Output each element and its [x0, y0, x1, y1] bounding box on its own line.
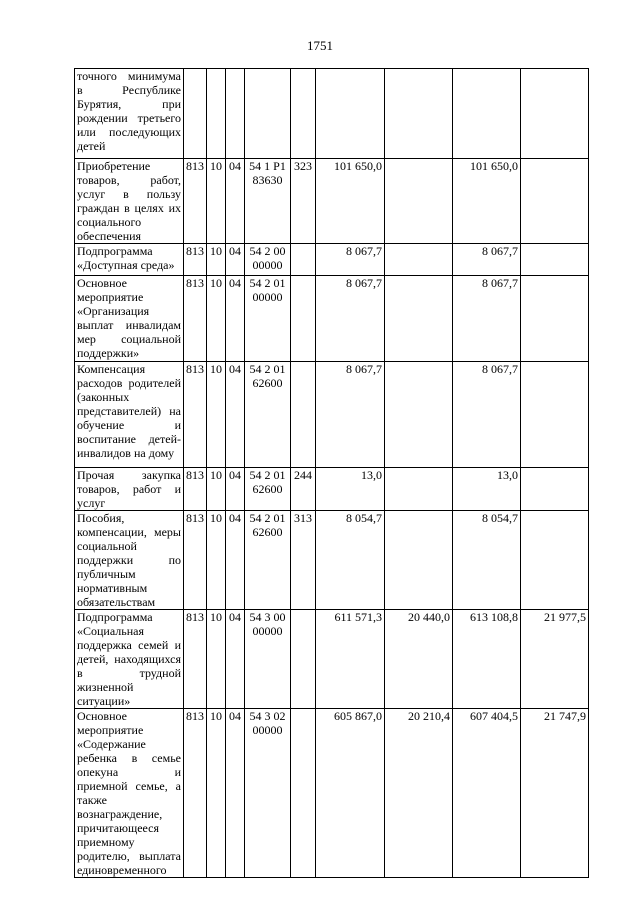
subsection-code: 04 — [226, 362, 245, 468]
budget-table — [74, 68, 589, 878]
amount-change — [385, 159, 453, 244]
row-name: Прочая закупка товаров, работ и услуг — [75, 468, 184, 511]
ved-code: 813 — [184, 610, 207, 709]
table-row — [75, 610, 589, 709]
amount-2 — [453, 69, 521, 159]
amount-1: 8 067,7 — [316, 276, 385, 362]
ved-code: 813 — [184, 362, 207, 468]
expense-type-code — [291, 276, 316, 362]
subsection-code: 04 — [226, 244, 245, 276]
section-code — [207, 69, 226, 159]
row-name: Основное мероприятие «Организация выплат инвалидам мер социальной поддержки» — [75, 276, 184, 362]
ved-code: 813 — [184, 468, 207, 511]
amount-change-2 — [521, 276, 589, 362]
amount-1: 8 067,7 — [316, 244, 385, 276]
row-name: точного минимума в Республике Бурятия, при рождении третьего или последующих детей — [75, 69, 184, 159]
section-code: 10 — [207, 276, 226, 362]
section-code: 10 — [207, 610, 226, 709]
amount-1: 611 571,3 — [316, 610, 385, 709]
subsection-code: 04 — [226, 511, 245, 610]
amount-change-2: 21 747,9 — [521, 709, 589, 878]
ved-code: 813 — [184, 276, 207, 362]
amount-change — [385, 362, 453, 468]
subsection-code: 04 — [226, 709, 245, 878]
expense-type-code — [291, 69, 316, 159]
amount-2: 8 054,7 — [453, 511, 521, 610]
expense-type-code — [291, 709, 316, 878]
ved-code: 813 — [184, 244, 207, 276]
subsection-code — [226, 69, 245, 159]
target-article-code — [245, 69, 291, 159]
section-code: 10 — [207, 244, 226, 276]
row-name: Компенсация расходов родителей (законных представителей) на обучение и воспитание детей-инвалидов на дому — [75, 362, 184, 468]
amount-change-2 — [521, 244, 589, 276]
amount-change-2 — [521, 362, 589, 468]
amount-2: 8 067,7 — [453, 244, 521, 276]
amount-1: 605 867,0 — [316, 709, 385, 878]
amount-1: 101 650,0 — [316, 159, 385, 244]
ved-code — [184, 69, 207, 159]
amount-change — [385, 69, 453, 159]
section-code: 10 — [207, 468, 226, 511]
row-name: Подпрограмма «Доступная среда» — [75, 244, 184, 276]
amount-1: 13,0 — [316, 468, 385, 511]
ved-code: 813 — [184, 511, 207, 610]
ved-code: 813 — [184, 709, 207, 878]
subsection-code: 04 — [226, 276, 245, 362]
amount-change: 20 440,0 — [385, 610, 453, 709]
subsection-code: 04 — [226, 159, 245, 244]
amount-change — [385, 511, 453, 610]
table-row — [75, 468, 589, 511]
amount-change-2: 21 977,5 — [521, 610, 589, 709]
section-code: 10 — [207, 709, 226, 878]
amount-2: 8 067,7 — [453, 362, 521, 468]
amount-2: 613 108,8 — [453, 610, 521, 709]
expense-type-code — [291, 610, 316, 709]
amount-change-2 — [521, 69, 589, 159]
amount-2: 8 067,7 — [453, 276, 521, 362]
amount-2: 101 650,0 — [453, 159, 521, 244]
target-article-code: 54 3 00 00000 — [245, 610, 291, 709]
ved-code: 813 — [184, 159, 207, 244]
target-article-code: 54 2 00 00000 — [245, 244, 291, 276]
amount-change: 20 210,4 — [385, 709, 453, 878]
amount-1 — [316, 69, 385, 159]
amount-change — [385, 276, 453, 362]
table-row — [75, 244, 589, 276]
section-code: 10 — [207, 362, 226, 468]
amount-2: 13,0 — [453, 468, 521, 511]
subsection-code: 04 — [226, 610, 245, 709]
expense-type-code — [291, 362, 316, 468]
expense-type-code: 313 — [291, 511, 316, 610]
amount-change — [385, 468, 453, 511]
target-article-code: 54 2 01 62600 — [245, 511, 291, 610]
table-row — [75, 362, 589, 468]
amount-change-2 — [521, 468, 589, 511]
expense-type-code: 244 — [291, 468, 316, 511]
page-number: 1751 — [307, 38, 333, 53]
table-row — [75, 276, 589, 362]
target-article-code: 54 2 01 62600 — [245, 362, 291, 468]
table-row — [75, 511, 589, 610]
amount-change-2 — [521, 159, 589, 244]
target-article-code: 54 3 02 00000 — [245, 709, 291, 878]
row-name: Подпрограмма «Социальная поддержка семей и детей, находящихся в трудной жизненной ситуации» — [75, 610, 184, 709]
row-name: Пособия, компенсации, меры социальной поддержки по публичным нормативным обязательствам — [75, 511, 184, 610]
row-name: Приобретение товаров, работ, услуг в пользу граждан в целях их социального обеспечения — [75, 159, 184, 244]
section-code: 10 — [207, 159, 226, 244]
amount-1: 8 067,7 — [316, 362, 385, 468]
row-name: Основное мероприятие «Содержание ребенка в семье опекуна и приемной семье, а также вознаграждение, причитающееся приемному родителю, выплата единовременного — [75, 709, 184, 878]
subsection-code: 04 — [226, 468, 245, 511]
target-article-code: 54 2 01 00000 — [245, 276, 291, 362]
target-article-code: 54 1 P1 83630 — [245, 159, 291, 244]
amount-change-2 — [521, 511, 589, 610]
section-code: 10 — [207, 511, 226, 610]
amount-1: 8 054,7 — [316, 511, 385, 610]
expense-type-code — [291, 244, 316, 276]
target-article-code: 54 2 01 62600 — [245, 468, 291, 511]
table-row — [75, 69, 589, 159]
table-row — [75, 159, 589, 244]
expense-type-code: 323 — [291, 159, 316, 244]
amount-2: 607 404,5 — [453, 709, 521, 878]
table-row — [75, 709, 589, 878]
amount-change — [385, 244, 453, 276]
table-body — [75, 69, 589, 878]
